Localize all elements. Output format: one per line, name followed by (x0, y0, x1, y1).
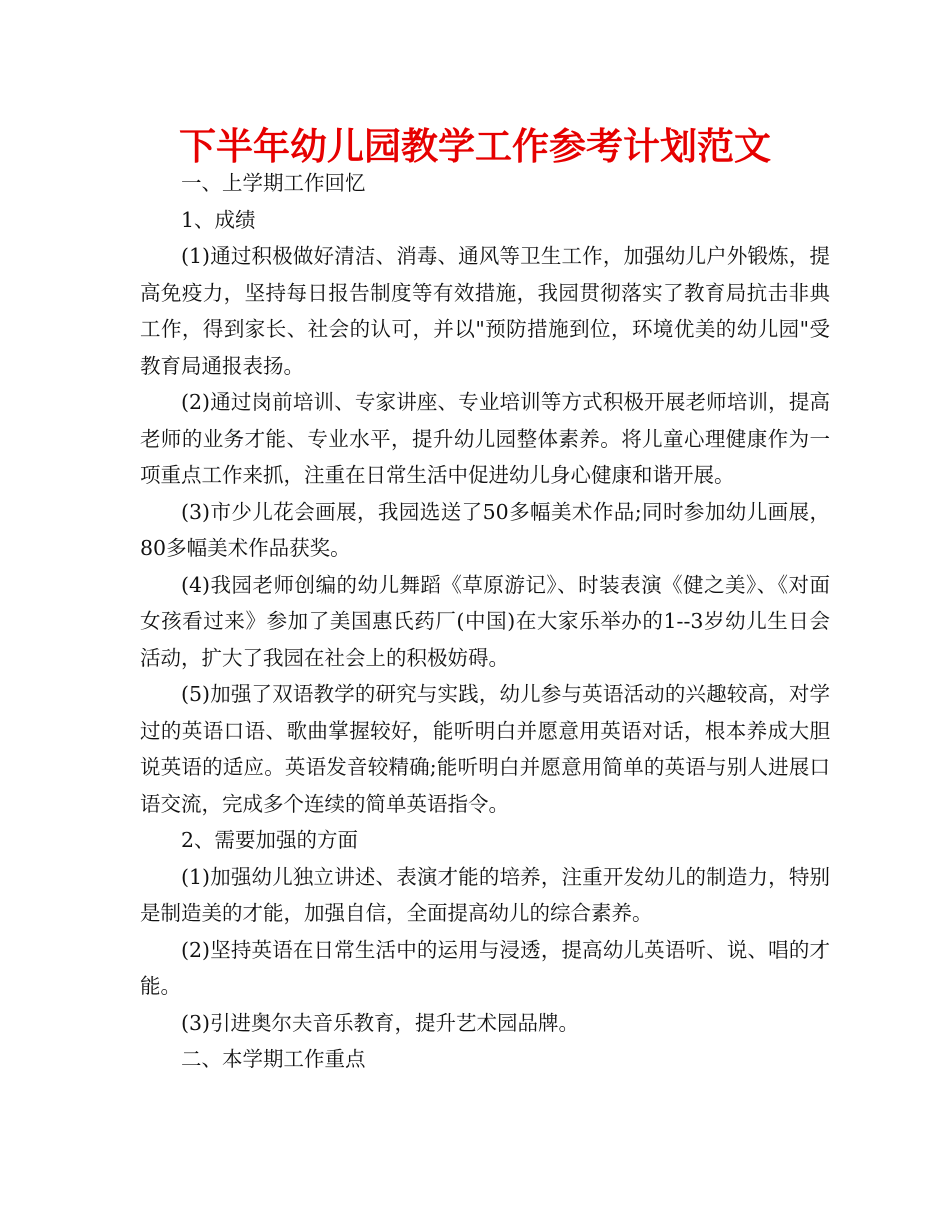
achievement-paragraph: (2)通过岗前培训、专家讲座、专业培训等方式积极开展老师培训，提高老师的业务才能、专业水平，提升幼儿园整体素养。将儿童心理健康作为一项重点工作来抓，注重在日常生活中促进幼儿身心健康和谐开展。 (140, 390, 830, 487)
section-heading-review: 一、上学期工作回忆 (181, 171, 366, 195)
document-body (140, 165, 830, 1078)
document-title: 下半年幼儿园教学工作参考计划范文 (179, 125, 771, 168)
achievement-paragraph: (1)通过积极做好清洁、消毒、通风等卫生工作，加强幼儿户外锻炼，提高免疫力，坚持每日报告制度等有效措施，我园贯彻落实了教育局抗击非典工作，得到家长、社会的认可，并以"预防措施到位，环境优美的幼儿园"受教育局通报表扬。 (140, 244, 830, 378)
achievement-paragraph: (4)我园老师创编的幼儿舞蹈《草原游记》、时装表演《健之美》、《对面女孩看过来》参加了美国惠氏药厂(中国)在大家乐举办的1--3岁幼儿生日会活动，扩大了我园在社会上的积极妨碍。 (140, 572, 830, 670)
improvement-paragraph: (2)坚持英语在日常生活中的运用与浸透，提高幼儿英语听、说、唱的才能。 (140, 937, 830, 998)
subsection-heading-achievements: 1、成绩 (181, 207, 256, 232)
subsection-heading-improvements: 2、需要加强的方面 (181, 828, 359, 852)
achievement-paragraph: (3)市少儿花会画展，我园选送了50多幅美术作品;同时参加幼儿画展，80多幅美术作品获奖。 (140, 499, 830, 560)
improvement-paragraph: (1)加强幼儿独立讲述、表演才能的培养，注重开发幼儿的制造力，特别是制造美的才能，加强自信，全面提高幼儿的综合素养。 (140, 864, 830, 925)
section-heading-focus: 二、本学期工作重点 (181, 1047, 366, 1071)
improvement-paragraph: (3)引进奥尔夫音乐教育，提升艺术园品牌。 (181, 1010, 580, 1035)
achievement-paragraph: (5)加强了双语教学的研究与实践，幼儿参与英语活动的兴趣较高，对学过的英语口语、歌曲掌握较好，能听明白并愿意用英语对话，根本养成大胆说英语的适应。英语发音较精确;能听明白并愿意用简单的英语与别人进展口语交流，完成多个连续的简单英语指令。 (140, 682, 830, 816)
